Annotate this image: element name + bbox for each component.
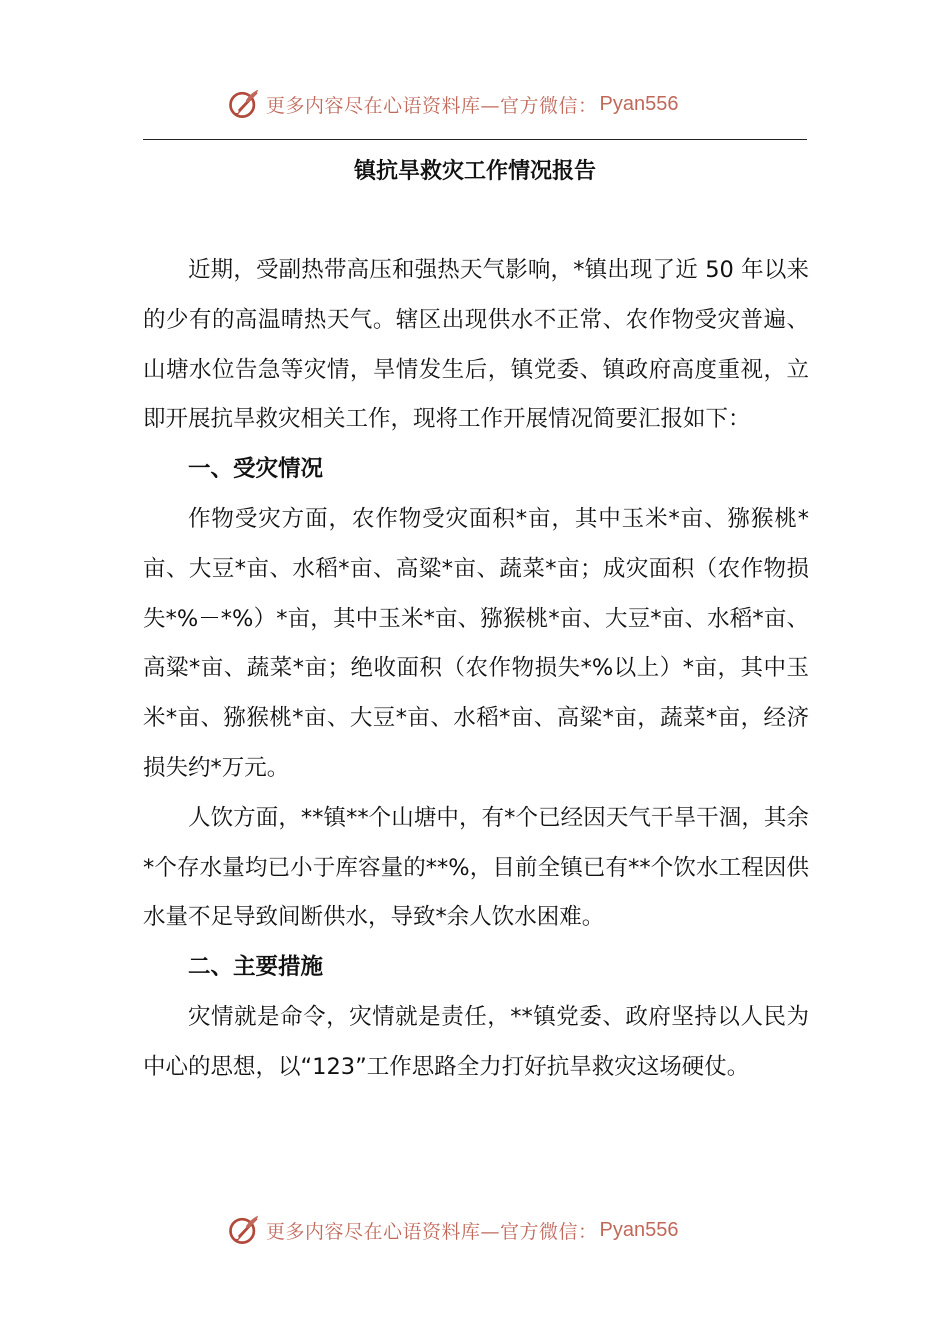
section-heading-disaster: 一、受灾情况: [188, 456, 324, 483]
quill-pen-logo-icon: [226, 1212, 262, 1248]
document-body: [143, 246, 809, 1093]
header-watermark: [226, 84, 678, 124]
quill-pen-logo-icon: [226, 86, 262, 122]
watermark-text: 更多内容尽在心语资料库—官方微信：: [266, 1220, 598, 1243]
wechat-id: Pyan556: [599, 1218, 679, 1241]
measures-paragraph: 灾情就是命令，灾情就是责任，**镇党委、政府坚持以人民为中心的思想，以“123”工作思路全力打好抗旱救灾这场硬仗。: [143, 1003, 809, 1080]
section-heading-measures: 二、主要措施: [188, 954, 324, 981]
intro-paragraph: 近期，受副热带高压和强热天气影响，*镇出现了近 50 年以来的少有的高温晴热天气。辖区出现供水不正常、农作物受灾普遍、山塘水位告急等灾情，旱情发生后，镇党委、镇政府高度重视，立即开展抗旱救灾相关工作，现将工作开展情况简要汇报如下：: [143, 257, 809, 433]
header-rule: [143, 139, 807, 140]
document-title: 镇抗旱救灾工作情况报告: [353, 159, 596, 184]
drinking-water-paragraph: 人饮方面，**镇**个山塘中，有*个已经因天气干旱干涸，其余*个存水量均已小于库容量的**%，目前全镇已有**个饮水工程因供水量不足导致间断供水，导致*余人饮水困难。: [143, 804, 809, 931]
footer-watermark: [226, 1210, 678, 1250]
wechat-id: Pyan556: [599, 92, 679, 115]
crops-paragraph: 作物受灾方面，农作物受灾面积*亩，其中玉米*亩、猕猴桃*亩、大豆*亩、水稻*亩、高粱*亩、蔬菜*亩；成灾面积（农作物损失*%－*%）*亩，其中玉米*亩、猕猴桃*亩、大豆*亩、水稻*亩、高粱*亩、蔬菜*亩；绝收面积（农作物损失*%以上）*亩，其中玉米*亩、猕猴桃*亩、大豆*亩、水稻*亩、高粱*亩，蔬菜*亩，经济损失约*万元。: [143, 505, 809, 781]
watermark-text: 更多内容尽在心语资料库—官方微信：: [266, 94, 598, 117]
